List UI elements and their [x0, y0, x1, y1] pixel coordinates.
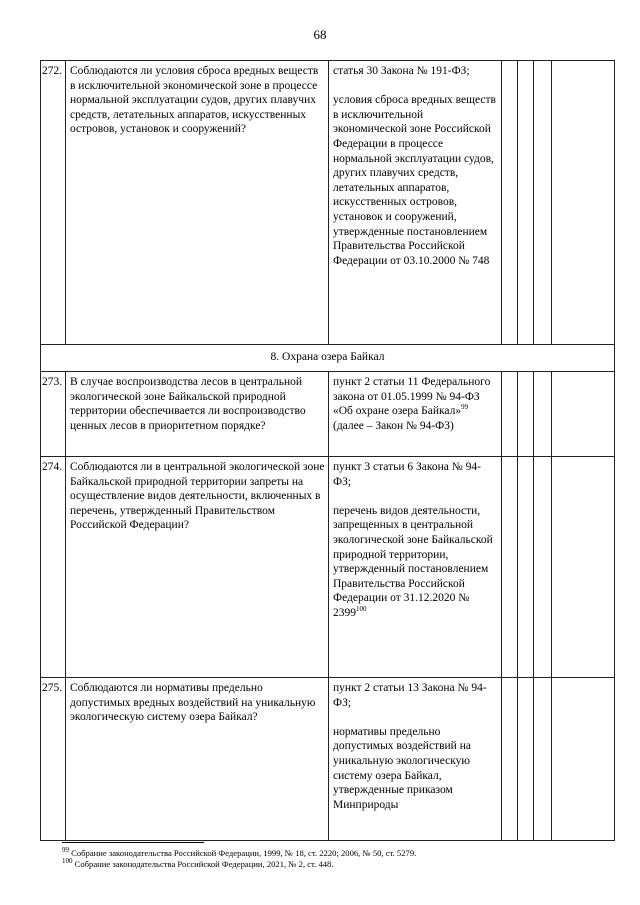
notes-cell	[552, 372, 615, 457]
answer-yes-cell	[502, 678, 518, 841]
page-number: 68	[313, 27, 327, 42]
answer-na-cell	[534, 678, 552, 841]
notes-cell	[552, 61, 615, 345]
reference-cell	[329, 372, 502, 457]
answer-yes-cell	[502, 61, 518, 345]
reference-cell: пункт 2 статьи 13 Закона № 94-ФЗ; нормативы предельно допустимых воздействий на уникальную экологическую систему озера Байкал, утвержденные приказом Минприроды	[329, 678, 502, 841]
answer-no-cell	[518, 457, 534, 678]
reference-tail: (далее – Закон № 94-ФЗ)	[333, 419, 454, 432]
table-row	[41, 372, 615, 457]
answer-na-cell	[534, 372, 552, 457]
requirements-table	[40, 60, 615, 841]
reference-cell: статья 30 Закона № 191-ФЗ; условия сброса вредных веществ в исключительной экономической зоне Российской Федерации в процессе нормальной эксплуатации судов, других плавучих средств, летательных аппаратов, искусственных островов, установок и сооружений, утвержденные постановлением Правительства Российской Федерации от 03.10.2000 № 748	[329, 61, 502, 345]
answer-yes-cell	[502, 372, 518, 457]
answer-yes-cell	[502, 457, 518, 678]
reference-text: пункт 2 статьи 11 Федерального закона от 01.05.1999 № 94-ФЗ «Об охране озера Байкал»	[333, 376, 491, 418]
table-row	[41, 61, 615, 345]
section-title: 8. Охрана озера Байкал	[41, 345, 615, 372]
footnote	[62, 859, 416, 870]
answer-na-cell	[534, 61, 552, 345]
footnotes	[62, 848, 416, 870]
row-number: 272.	[41, 61, 66, 345]
table-row	[41, 457, 615, 678]
footnote	[62, 848, 416, 859]
footnote-text: Собрание законодательства Российской Федерации, 1999, № 18, ст. 2220; 2006, № 50, ст. 5279.	[69, 848, 417, 858]
answer-no-cell	[518, 61, 534, 345]
footnote-ref: 100	[356, 605, 367, 614]
footnote-separator	[62, 842, 204, 843]
row-number: 274.	[41, 457, 66, 678]
row-number: 275.	[41, 678, 66, 841]
notes-cell	[552, 457, 615, 678]
answer-no-cell	[518, 678, 534, 841]
notes-cell	[552, 678, 615, 841]
table-row	[41, 678, 615, 841]
question-cell: Соблюдаются ли условия сброса вредных веществ в исключительной экономической зоне в процессе нормальной эксплуатации судов, других плавучих средств, летательных аппаратов, искусственных островов, установок и сооружений?	[66, 61, 329, 345]
section-row	[41, 345, 615, 372]
answer-no-cell	[518, 372, 534, 457]
question-cell: В случае воспроизводства лесов в центральной экологической зоне Байкальской природной территории обеспечивается ли воспроизводство ценных лесов в приоритетном порядке?	[66, 372, 329, 457]
footnote-text: Собрание законодательства Российской Федерации, 2021, № 2, ст. 448.	[72, 859, 334, 869]
question-cell: Соблюдаются ли в центральной экологической зоне Байкальской природной территории запреты на осуществление видов деятельности, включенных в перечень, утвержденный Правительством Российской Федерации?	[66, 457, 329, 678]
question-cell: Соблюдаются ли нормативы предельно допустимых вредных воздействий на уникальную экологическую систему озера Байкал?	[66, 678, 329, 841]
answer-na-cell	[534, 457, 552, 678]
footnote-ref: 99	[461, 403, 469, 412]
footnote-mark: 100	[62, 857, 73, 866]
footnote-mark: 99	[62, 846, 69, 855]
reference-cell	[329, 457, 502, 678]
row-number: 273.	[41, 372, 66, 457]
reference-text: пункт 3 статьи 6 Закона № 94-ФЗ; перечень видов деятельности, запрещенных в центральной экологической зоне Байкальской природной территории, утвержденный постановлением Правительства Российской Федерации от 31.12.2020 № 2399	[333, 461, 493, 619]
